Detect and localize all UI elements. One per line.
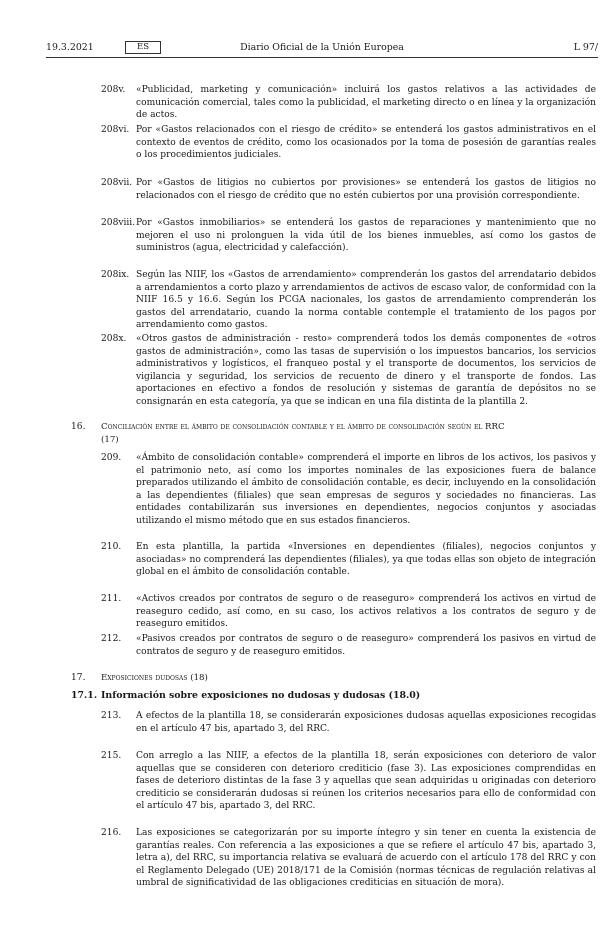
- page-number: L 97/: [573, 42, 598, 53]
- item-number: 209.: [101, 453, 122, 463]
- item-number: 208x.: [101, 334, 127, 344]
- item-number: 208v.: [101, 85, 126, 95]
- item-text: En esta plantilla, la partida «Inversiones en dependientes (filiales), negocios conjuntos y asociadas» no comprenderá las dependientes (filiales), ya que todas ellas son objeto de integración global en el ámbito de consolidación contable.: [136, 542, 596, 578]
- item-number: 208ix.: [101, 270, 130, 280]
- item-number: 212.: [101, 634, 122, 644]
- journal-title: Diario Oficial de la Unión Europea: [240, 42, 404, 53]
- item-text: Por «Gastos de litigios no cubiertos por provisiones» se entenderá los gastos de litigios no relacionados con el riesgo de crédito que no estén cubiertos por una provisión correspondiente.: [136, 178, 596, 201]
- item-text: Por «Gastos inmobiliarios» se entenderá los gastos de reparaciones y mantenimiento que no mejoren el uso ni prolonguen la vida útil de los bienes inmuebles, así como los gastos de suministros (agua, electricidad y calefacción).: [136, 218, 596, 254]
- item-number: 215.: [101, 751, 122, 761]
- section-title: Exposiciones dudosas: [101, 673, 188, 683]
- item-text: «Ámbito de consolidación contable» comprenderá el importe en libros de los activos, los pasivos y el patrimonio neto, así como los importes nominales de las exposiciones fuera de balance preparados utilizando el ámbito de consolidación contable, es decir, incluyendo en la consolidación a las dependientes (filiales) que sean empresas de seguros y sociedades no financieras. Las entidades contabilizarán sus inversiones en dependientes, negocios conjuntos y asociadas utilizando el mismo método que en sus estados financieros.: [136, 453, 596, 526]
- section-heading: [101, 421, 596, 446]
- section-title: Conciliación entre el ámbito de consolidación contable y el ámbito de consolidación según el RRC: [101, 422, 505, 432]
- item-text: Según las NIIF, los «Gastos de arrendamiento» comprenderán los gastos del arrendatario debidos a arrendamientos a corto plazo y arrendamientos de activos de escaso valor, de conformidad con la NIIF 16.5 y 16.6. Según los PCGA nacionales, los gastos de arrendamiento comprenderán los gastos del arrendatario, cuando la norma contable contemple el tratamiento de los pagos por arrendamiento como gastos.: [136, 270, 596, 331]
- section-number: 17.: [71, 673, 86, 683]
- item-number: 211.: [101, 594, 122, 604]
- subsection-number: 17.1.: [71, 690, 98, 701]
- item-number: 213.: [101, 711, 122, 721]
- section-heading: [101, 672, 596, 685]
- section-ref: (17): [101, 434, 119, 445]
- item-number: 208vi.: [101, 125, 130, 135]
- item-number: 208viii.: [101, 218, 136, 228]
- item-text: «Pasivos creados por contratos de seguro o de reaseguro» comprenderá los pasivos en virtud de contratos de seguro y de reaseguro emitidos.: [136, 634, 596, 657]
- item-text: Por «Gastos relacionados con el riesgo de crédito» se entenderá los gastos administrativos en el contexto de eventos de crédito, como los ocasionados por la toma de posesión de garantías reales o los procedimientos judiciales.: [136, 125, 596, 161]
- language-badge: ES: [125, 41, 161, 54]
- item-number: 216.: [101, 828, 122, 838]
- item-text: «Otros gastos de administración - resto» comprenderá todos los demás componentes de «otros gastos de administración», como las tasas de supervisión o los impuestos bancarios, los servicios administrativos y logísticos, el franqueo postal y el transporte de documentos, los servicios de vigilancia y seguridad, los servicios de recuento de dinero y el transporte de fondos. Las aportaciones en efectivo a fondos de resolución y sistemas de garantía de depósitos no se consignarán en esta categoría, ya que se indican en una fila distinta de la plantilla 2.: [136, 334, 596, 407]
- item-text: «Publicidad, marketing y comunicación» incluirá los gastos relativos a las actividades de comunicación comercial, tales como la publicidad, el marketing directo o en línea y la organización de actos.: [136, 85, 596, 121]
- section-number: 16.: [71, 422, 86, 432]
- section-ref: (18): [190, 673, 208, 683]
- item-number: 210.: [101, 542, 122, 552]
- item-number: 208vii.: [101, 178, 133, 188]
- header-date: 19.3.2021: [46, 42, 94, 53]
- item-text: «Activos creados por contratos de seguro o de reaseguro» comprenderá los activos en virtud de reaseguro cedido, así como, en su caso, los activos relativos a los contratos de seguro y de reaseguro emitidos.: [136, 594, 596, 630]
- item-text: Las exposiciones se categorizarán por su importe íntegro y sin tener en cuenta la existencia de garantías reales. Con referencia a las exposiciones a que se refiere el artículo 47 bis, apartado 3, letra a), del RRC, su importancia relativa se evaluará de acuerdo con el artículo 178 del RRC y con el Reglamento Delegado (UE) 2018/171 de la Comisión (normas técnicas de regulación relativas al umbral de significatividad de las obligaciones crediticias en situación de mora).: [136, 828, 596, 889]
- subsection-title: Información sobre exposiciones no dudosas y dudosas (18.0): [101, 690, 421, 701]
- header-rule: [46, 57, 598, 58]
- page-header: [46, 42, 598, 56]
- item-text: Con arreglo a las NIIF, a efectos de la plantilla 18, serán exposiciones con deterioro de valor aquellas que se consideren con deterioro crediticio (fase 3). Las exposiciones comprendidas en fases de deterioro distintas de la fase 3 y aquellas que sean adquiridas u originadas con deterioro crediticio se considerarán dudosas si reúnen los criterios necesarios para ello de conformidad con el artículo 47 bis, apartado 3, del RRC.: [136, 751, 596, 812]
- item-text: A efectos de la plantilla 18, se considerarán exposiciones dudosas aquellas exposiciones recogidas en el artículo 47 bis, apartado 3, del RRC.: [136, 711, 596, 734]
